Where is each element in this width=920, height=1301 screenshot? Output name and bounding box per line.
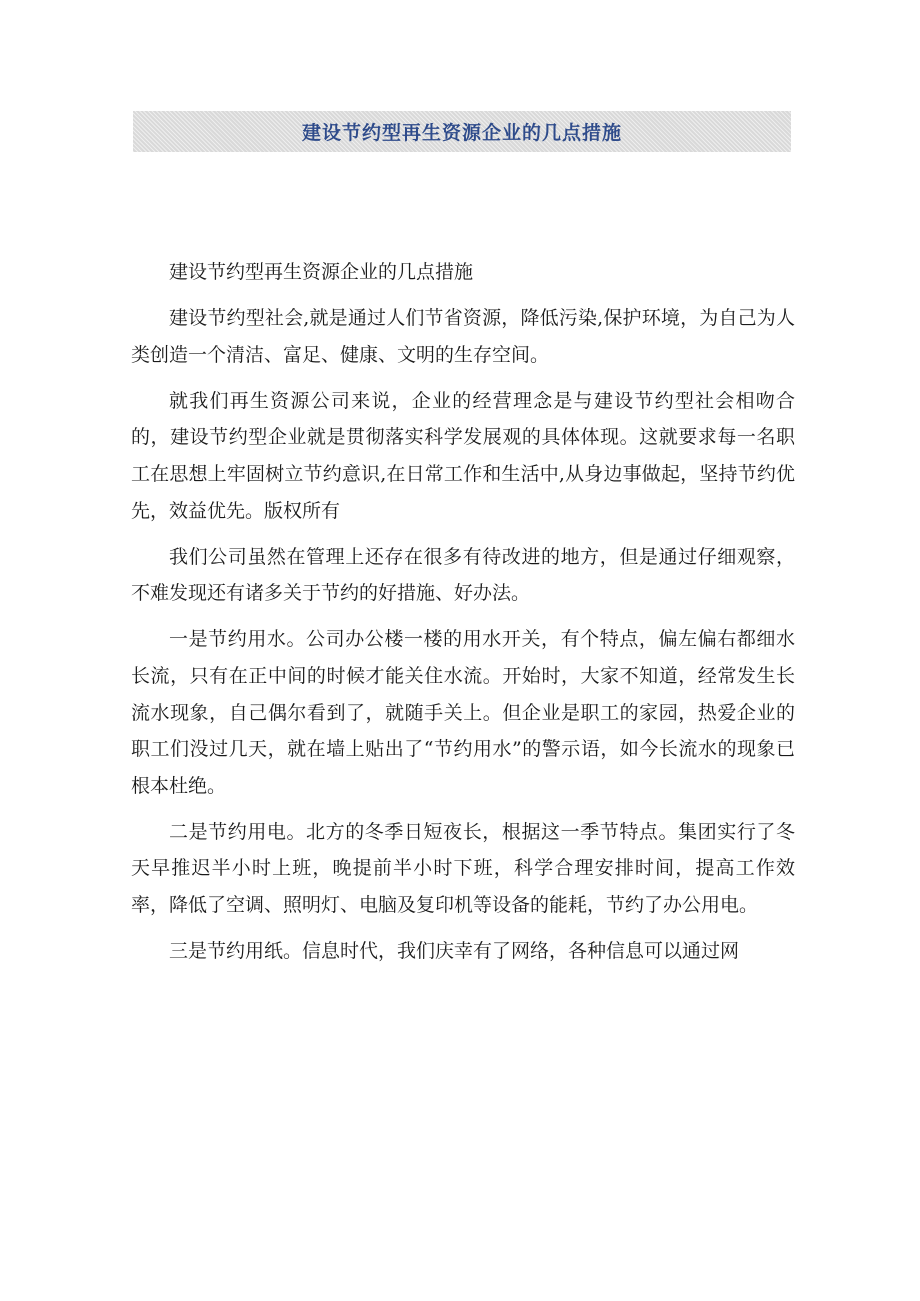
paragraph-saving-water: 一是节约用水。公司办公楼一楼的用水开关，有个特点，偏左偏右都细水长流，只有在正中间的时候才能关住水流。开始时，大家不知道，经常发生长流水现象，自己偶尔看到了，就随手关上。但企业是职工的家园，热爱企业的职工们没过几天，就在墙上贴出了“节约用水”的警示语，如今长流水的现象已根本杜绝。: [131, 628, 795, 797]
paragraph-saving-electricity: 二是节约用电。北方的冬季日短夜长，根据这一季节特点。集团实行了冬天早推迟半小时上班，晚提前半小时下班，科学合理安排时间，提高工作效率，降低了空调、照明灯、电脑及复印机等设备的能耗，节约了办公用电。: [131, 820, 795, 916]
document-title: 建设节约型再生资源企业的几点措施: [301, 122, 622, 144]
title-banner: [133, 111, 791, 152]
paragraph-saving-paper: 三是节约用纸。信息时代，我们庆幸有了网络，各种信息可以通过网: [169, 940, 740, 963]
body-heading: 建设节约型再生资源企业的几点措施: [169, 261, 474, 283]
paragraph-intro: 建设节约型社会,就是通过人们节省资源，降低污染,保护环境，为自己为人类创造一个清洁、富足、健康、文明的生存空间。: [131, 307, 795, 366]
paragraph-company-philosophy: 就我们再生资源公司来说，企业的经营理念是与建设节约型社会相吻合的，建设节约型企业就是贯彻落实科学发展观的具体体现。这就要求每一名职工在思想上牢固树立节约意识,在日常工作和生活中,从身边事做起，坚持节约优先，效益优先。版权所有: [131, 389, 795, 522]
document-body: [131, 254, 795, 979]
paragraph-observation: 我们公司虽然在管理上还存在很多有待改进的地方，但是通过仔细观察，不难发现还有诸多关于节约的好措施、好办法。: [131, 545, 795, 605]
